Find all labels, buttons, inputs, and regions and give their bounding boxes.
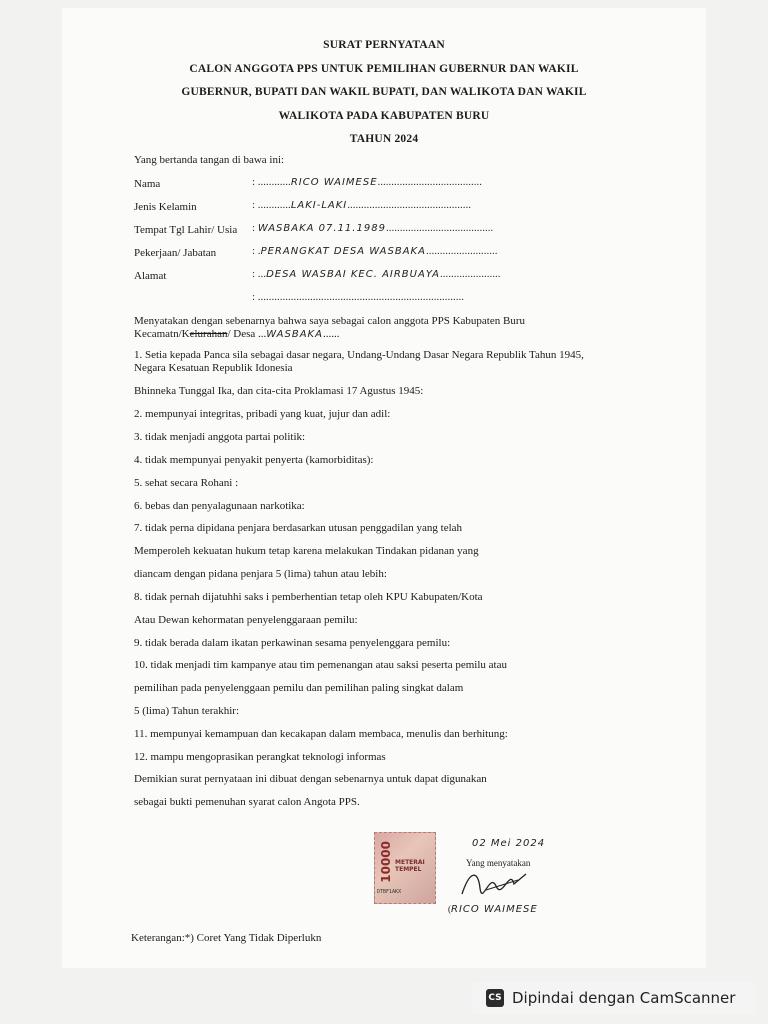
field-label-jenis-kelamin: Jenis Kelamin <box>134 201 197 213</box>
signature-block <box>360 826 580 926</box>
field-handwritten-alamat: DESA WASBAI KEC. AIRBUAYA <box>266 269 441 280</box>
list-item: 9. tidak berada dalam ikatan perkawinan sesama penyelenggara pemilu: <box>134 637 451 649</box>
list-item: 5. sehat secara Rohani : <box>134 477 239 489</box>
stamp-text: METERAI TEMPEL <box>395 859 425 873</box>
list-item: 10. tidak menjadi tim kampanye atau tim pemenangan atau saksi peserta pemilu atau <box>134 659 507 671</box>
doc-title: SURAT PERNYATAAN <box>323 39 445 51</box>
field-handwritten-pekerjaan: PERANGKAT DESA WASBAKA <box>260 246 426 257</box>
list-item: Bhinneka Tunggal Ika, dan cita-cita Proklamasi 17 Agustus 1945: <box>134 385 424 397</box>
list-item: 6. bebas dan penyalagunaan narkotika: <box>134 500 305 512</box>
list-item: Atau Dewan kehormatan penyelenggaraan pemilu: <box>134 614 358 626</box>
field-value-nama: : ............RICO WAIMESE...................................... <box>252 176 483 188</box>
field-label-pekerjaan: Pekerjaan/ Jabatan <box>134 247 217 259</box>
declaration-suffix: ...... <box>322 328 340 340</box>
stamp-code: DTBF1AKX <box>377 889 402 895</box>
stamp-value: 10000 <box>379 841 393 883</box>
field-handwritten-ttl: WASBAKA 07.11.1989 <box>257 223 386 234</box>
list-item: Memperoleh kekuatan hukum tetap karena melakukan Tindakan pidanan yang <box>134 545 479 557</box>
declaration-mid: / Desa ... <box>227 328 267 340</box>
field-value-ttl: : WASBAKA 07.11.1989....................................... <box>252 222 494 234</box>
footnote: Keterangan:*) Coret Yang Tidak Diperlukn <box>131 932 322 944</box>
doc-subtitle-1: CALON ANGGOTA PPS UNTUK PEMILIHAN GUBERNUR DAN WAKIL <box>189 63 579 75</box>
list-item: pemilihan pada penyelenggaan pemilu dan pemilihan paling singkat dalam <box>134 682 464 694</box>
camscanner-badge <box>472 982 756 1014</box>
list-item: 3. tidak menjadi anggota partai politik: <box>134 431 306 443</box>
declaration-struck: elurahan <box>189 328 228 340</box>
list-item: 2. mempunyai integritas, pribadi yang kuat, jujur dan adil: <box>134 408 391 420</box>
camscanner-logo-icon: CS <box>486 989 504 1007</box>
declarant-label: Yang menyatakan <box>466 858 531 868</box>
field-value-alamat: : ...DESA WASBAI KEC. AIRBUAYA...................... <box>252 268 501 280</box>
field-value-jenis-kelamin: : ............LAKI-LAKI............................................. <box>252 199 472 211</box>
list-item: diancam dengan pidana penjara 5 (lima) tahun atau lebih: <box>134 568 387 580</box>
list-item: 4. tidak mempunyai penyakit penyerta (kamorbiditas): <box>134 454 374 466</box>
intro-text: Yang bertanda tangan di bawa ini: <box>134 154 285 166</box>
declaration-prefix: Kecamatn/K <box>134 328 190 340</box>
doc-subtitle-3: WALIKOTA PADA KABUPATEN BURU <box>278 110 490 122</box>
declaration-handwritten-desa: WASBAKA <box>266 329 323 340</box>
declaration-line-2 <box>134 328 339 340</box>
field-value-alamat-2: : ........................................................................... <box>252 291 465 303</box>
list-item: 5 (lima) Tahun terakhir: <box>134 705 240 717</box>
field-value-pekerjaan: : .PERANGKAT DESA WASBAKA.......................... <box>252 245 498 257</box>
field-label-ttl: Tempat Tgl Lahir/ Usia <box>134 224 238 236</box>
list-item: 7. tidak perna dipidana penjara berdasarkan utusan penggadilan yang telah <box>134 522 463 534</box>
list-item: Negara Kesatuan Republik Idonesia <box>134 362 293 374</box>
doc-year: TAHUN 2024 <box>349 133 419 145</box>
doc-subtitle-2: GUBERNUR, BUPATI DAN WAKIL BUPATI, DAN WALIKOTA DAN WAKIL <box>181 86 587 98</box>
declaration-line-1: Menyatakan dengan sebenarnya bahwa saya sebagai calon anggota PPS Kabupaten Buru <box>134 315 525 327</box>
meterai-stamp <box>374 832 436 904</box>
list-item: 1. Setia kepada Panca sila sebagai dasar negara, Undang-Undang Dasar Negara Republik Tahun 1945, <box>134 349 584 361</box>
declarant-name-handwritten: RICO WAIMESE <box>451 904 538 915</box>
list-item: 11. mempunyai kemampuan dan kecakapan dalam membaca, menulis dan berhitung: <box>134 728 508 740</box>
sign-date: 02 Mei 2024 <box>472 838 546 849</box>
field-label-alamat: Alamat <box>134 270 167 282</box>
field-handwritten-jenis-kelamin: LAKI-LAKI <box>290 200 348 211</box>
list-item: 12. mampu mengoprasikan perangkat teknologi informas <box>134 751 386 763</box>
closing-line-2: sebagai bukti pemenuhan syarat calon Angota PPS. <box>134 796 360 808</box>
camscanner-text: Dipindai dengan CamScanner <box>512 989 736 1007</box>
field-label-nama: Nama <box>134 178 161 190</box>
closing-line-1: Demikian surat pernyataan ini dibuat dengan sebenarnya untuk dapat digunakan <box>134 773 487 785</box>
field-handwritten-nama: RICO WAIMESE <box>290 177 378 188</box>
list-item: 8. tidak pernah dijatuhhi saks i pemberhentian tetap oleh KPU Kabupaten/Kota <box>134 591 483 603</box>
declarant-name: (RICO WAIMESE <box>448 904 538 915</box>
signature-scribble <box>456 866 536 902</box>
